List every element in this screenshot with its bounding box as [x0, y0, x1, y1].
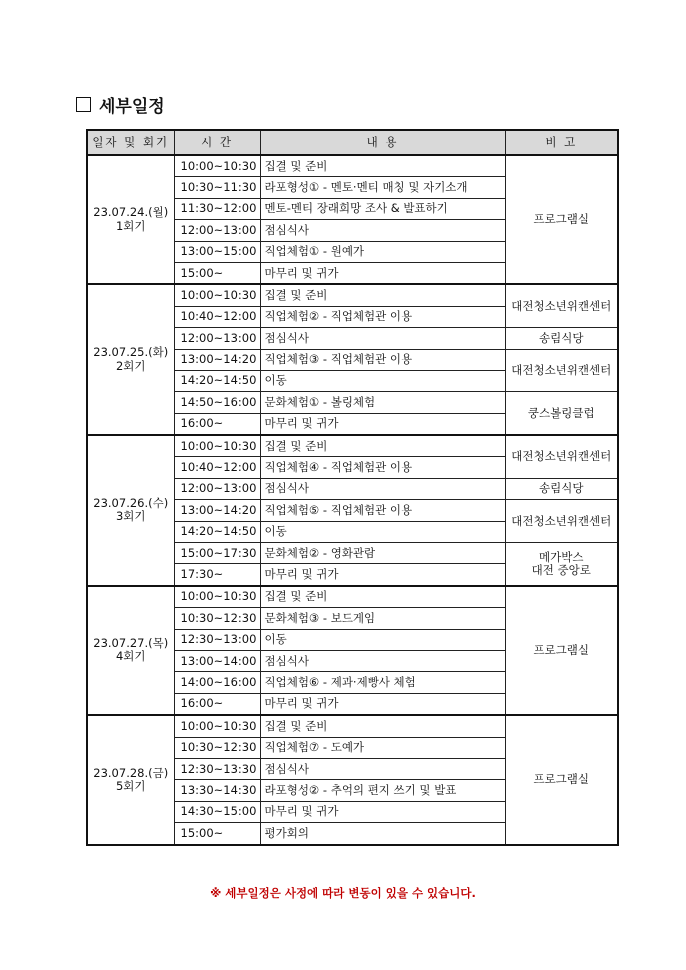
- content-cell: 집결 및 준비: [260, 435, 505, 457]
- checkbox-square-icon: [76, 97, 91, 112]
- time-cell: 10:30~12:30: [174, 608, 260, 629]
- footnote: ※ 세부일정은 사정에 따라 변동이 있을 수 있습니다.: [210, 886, 476, 900]
- session-text: 4회기: [115, 649, 146, 664]
- section-title-text: 세부일정: [99, 97, 165, 117]
- time-cell: 15:00~: [174, 262, 260, 284]
- time-cell: 12:30~13:00: [174, 629, 260, 650]
- content-cell: 평가회의: [260, 823, 505, 845]
- time-cell: 14:00~16:00: [174, 672, 260, 693]
- time-cell: 14:20~14:50: [174, 370, 260, 391]
- content-cell: 집결 및 준비: [260, 155, 505, 177]
- content-cell: 멘토-멘티 장래희망 조사 & 발표하기: [260, 198, 505, 219]
- time-cell: 12:30~13:30: [174, 758, 260, 779]
- content-cell: 점심식사: [260, 758, 505, 779]
- note-cell: 송림식당: [505, 478, 618, 499]
- time-cell: 16:00~: [174, 413, 260, 435]
- date-cell: [87, 435, 174, 586]
- note-line: 대전 중앙로: [531, 562, 591, 577]
- note-cell: 대전청소년위캔센터: [505, 435, 618, 478]
- content-cell: 문화체험② - 영화관람: [260, 543, 505, 564]
- note-cell: 프로그램실: [505, 586, 618, 715]
- content-cell: 마무리 및 귀가: [260, 262, 505, 284]
- content-cell: 점심식사: [260, 650, 505, 671]
- content-cell: 라포형성① - 멘토·멘티 매칭 및 자기소개: [260, 177, 505, 198]
- date-text: 23.07.27.(목): [93, 636, 169, 651]
- content-cell: 라포형성② - 추억의 편지 쓰기 및 발표: [260, 780, 505, 801]
- content-cell: 마무리 및 귀가: [260, 693, 505, 715]
- time-cell: 10:00~10:30: [174, 586, 260, 608]
- content-cell: 점심식사: [260, 328, 505, 349]
- note-cell: 대전청소년위캔센터: [505, 284, 618, 327]
- content-cell: 직업체험⑥ - 제과·제빵사 체험: [260, 672, 505, 693]
- content-cell: 직업체험① - 원예가: [260, 241, 505, 262]
- time-cell: 10:30~11:30: [174, 177, 260, 198]
- time-cell: 13:00~15:00: [174, 241, 260, 262]
- content-cell: 집결 및 준비: [260, 284, 505, 306]
- header-note: 비 고: [505, 130, 618, 155]
- content-cell: 이동: [260, 370, 505, 391]
- content-cell: 문화체험① - 볼링체험: [260, 392, 505, 413]
- content-cell: 마무리 및 귀가: [260, 801, 505, 822]
- content-cell: 이동: [260, 629, 505, 650]
- date-text: 23.07.25.(화): [93, 345, 169, 360]
- content-cell: 문화체험③ - 보드게임: [260, 608, 505, 629]
- time-cell: 10:00~10:30: [174, 155, 260, 177]
- time-cell: 12:00~13:00: [174, 328, 260, 349]
- time-cell: 10:30~12:30: [174, 737, 260, 758]
- time-cell: 14:50~16:00: [174, 392, 260, 413]
- time-cell: 13:00~14:20: [174, 349, 260, 370]
- content-cell: 점심식사: [260, 478, 505, 499]
- date-cell: [87, 715, 174, 844]
- session-text: 2회기: [115, 358, 146, 373]
- time-cell: 15:00~17:30: [174, 543, 260, 564]
- content-cell: 집결 및 준비: [260, 715, 505, 737]
- note-cell: 쿵스볼링클럽: [505, 392, 618, 435]
- content-cell: 직업체험③ - 직업체험관 이용: [260, 349, 505, 370]
- header-time: 시 간: [174, 130, 260, 155]
- table-header-row: [87, 130, 618, 155]
- content-cell: 이동: [260, 521, 505, 542]
- time-cell: 16:00~: [174, 693, 260, 715]
- table-row: [87, 435, 618, 457]
- time-cell: 10:40~12:00: [174, 306, 260, 327]
- header-content: 내 용: [260, 130, 505, 155]
- time-cell: 17:30~: [174, 564, 260, 586]
- date-text: 23.07.24.(월): [93, 205, 169, 220]
- time-cell: 14:20~14:50: [174, 521, 260, 542]
- note-cell: 프로그램실: [505, 155, 618, 284]
- content-cell: 직업체험⑦ - 도예가: [260, 737, 505, 758]
- note-cell: 송림식당: [505, 328, 618, 349]
- session-text: 5회기: [115, 778, 146, 793]
- table-row: [87, 715, 618, 737]
- note-cell: [505, 543, 618, 586]
- session-text: 3회기: [115, 509, 146, 524]
- note-cell: 대전청소년위캔센터: [505, 349, 618, 392]
- content-cell: 마무리 및 귀가: [260, 413, 505, 435]
- time-cell: 13:00~14:20: [174, 500, 260, 521]
- content-cell: 점심식사: [260, 220, 505, 241]
- note-cell: 대전청소년위캔센터: [505, 500, 618, 543]
- date-cell: [87, 155, 174, 284]
- date-text: 23.07.26.(수): [93, 496, 169, 511]
- content-cell: 직업체험④ - 직업체험관 이용: [260, 457, 505, 478]
- note-line: 메가박스: [539, 549, 584, 564]
- time-cell: 12:00~13:00: [174, 478, 260, 499]
- time-cell: 10:00~10:30: [174, 284, 260, 306]
- session-text: 1회기: [115, 218, 146, 233]
- time-cell: 10:00~10:30: [174, 435, 260, 457]
- content-cell: 집결 및 준비: [260, 586, 505, 608]
- content-cell: 마무리 및 귀가: [260, 564, 505, 586]
- time-cell: 13:00~14:00: [174, 650, 260, 671]
- table-row: [87, 284, 618, 306]
- time-cell: 15:00~: [174, 823, 260, 845]
- time-cell: 12:00~13:00: [174, 220, 260, 241]
- date-cell: [87, 586, 174, 715]
- schedule-table: [86, 129, 619, 846]
- time-cell: 10:00~10:30: [174, 715, 260, 737]
- note-cell: 프로그램실: [505, 715, 618, 844]
- time-cell: 11:30~12:00: [174, 198, 260, 219]
- table-row: [87, 586, 618, 608]
- section-title: [76, 92, 165, 117]
- date-cell: [87, 284, 174, 435]
- content-cell: 직업체험⑤ - 직업체험관 이용: [260, 500, 505, 521]
- time-cell: 13:30~14:30: [174, 780, 260, 801]
- header-date: 일자 및 회기: [87, 130, 174, 155]
- date-text: 23.07.28.(금): [93, 765, 169, 780]
- content-cell: 직업체험② - 직업체험관 이용: [260, 306, 505, 327]
- time-cell: 14:30~15:00: [174, 801, 260, 822]
- table-row: [87, 155, 618, 177]
- time-cell: 10:40~12:00: [174, 457, 260, 478]
